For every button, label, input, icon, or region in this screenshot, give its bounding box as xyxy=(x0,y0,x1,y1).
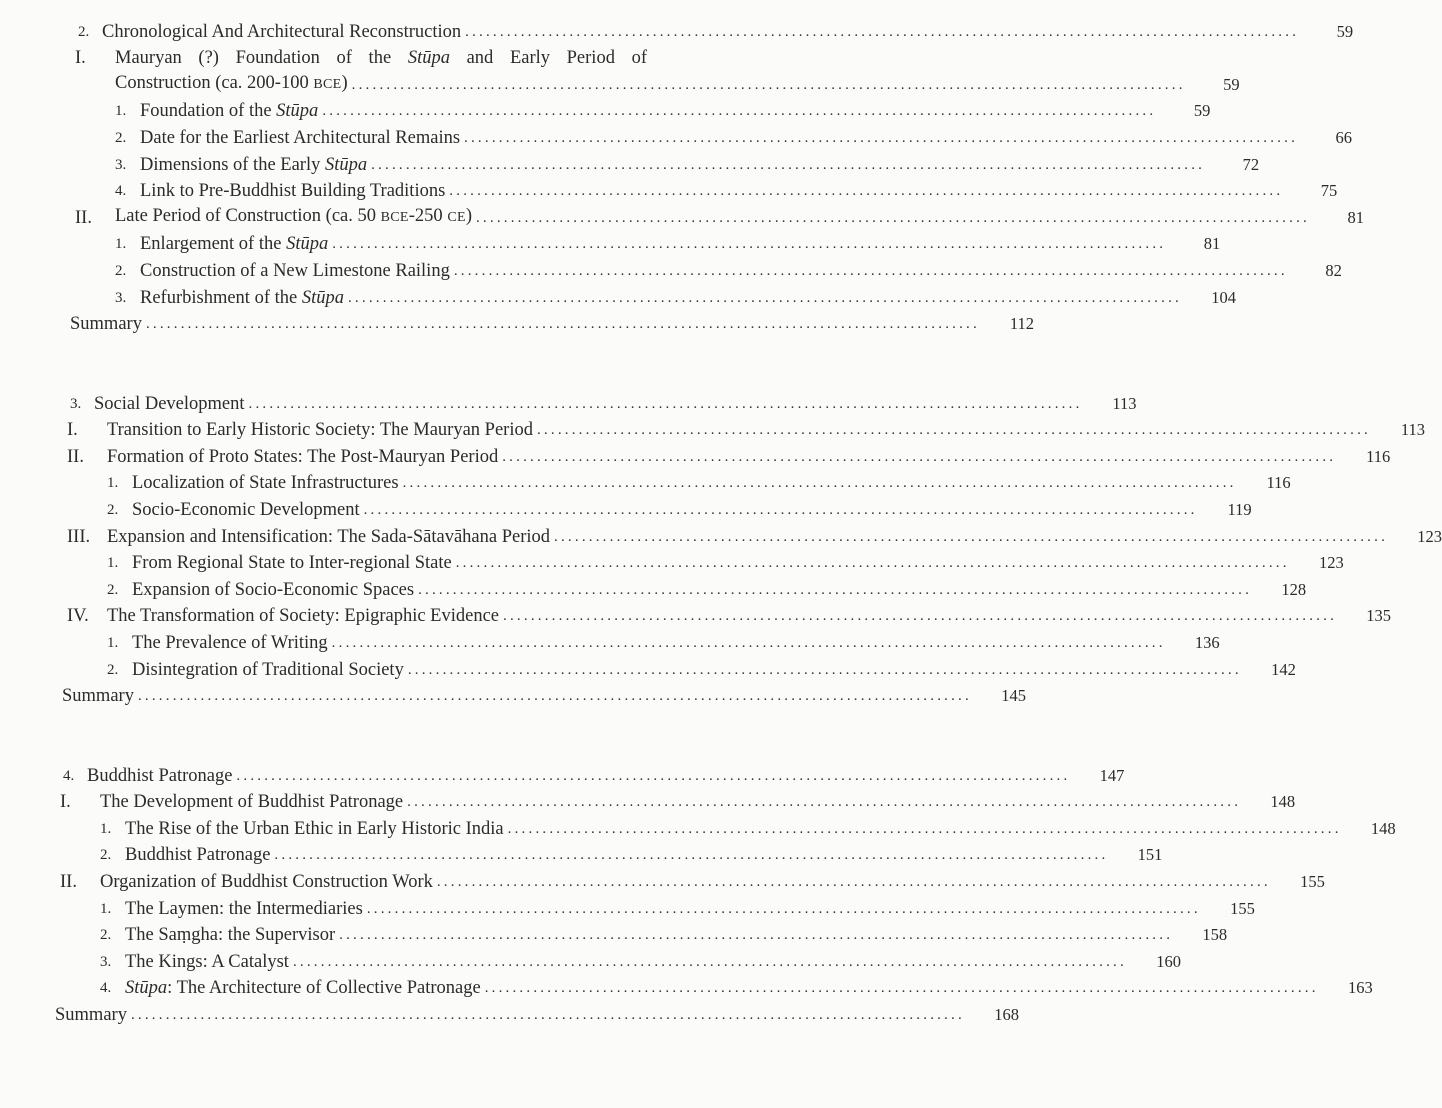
page-number: 158 xyxy=(1202,925,1228,945)
dot-leader: ........................................................................................................................ xyxy=(418,581,1253,598)
dot-leader: ........................................................................................................................ xyxy=(248,395,1083,412)
toc-entry[interactable] xyxy=(70,654,1296,681)
page-number: 59 xyxy=(1336,21,1354,41)
page-number: 151 xyxy=(1137,845,1163,865)
entry-title: The Saṃgha: the Supervisor xyxy=(125,925,336,946)
entry-title: Chronological And Architectural Reconstruction xyxy=(102,21,462,42)
toc-entry[interactable] xyxy=(78,176,1338,203)
dot-leader: ........................................................................................................................ xyxy=(436,873,1271,890)
dot-leader: ........................................................................................................................ xyxy=(455,555,1290,572)
page-number: 123 xyxy=(1318,553,1344,573)
toc-entry[interactable] xyxy=(63,840,1163,867)
entry-number: 3. xyxy=(115,289,127,306)
page-number: 81 xyxy=(1203,234,1221,254)
toc-entry[interactable] xyxy=(78,229,1221,256)
dot-leader: ........................................................................................................................ xyxy=(484,980,1319,997)
entry-number: IV. xyxy=(67,606,89,627)
dot-leader: ........................................................................................................................ xyxy=(137,688,972,705)
dot-leader: ........................................................................................................................ xyxy=(130,1006,965,1023)
page-number: 160 xyxy=(1156,951,1181,971)
dot-leader: ........................................................................................................................ xyxy=(363,501,1198,518)
toc-entry[interactable] xyxy=(67,415,1425,442)
toc-entry[interactable] xyxy=(63,760,1125,787)
entry-number: III. xyxy=(67,526,91,547)
entry-title: The Transformation of Society: Epigraphic Evidence xyxy=(107,606,500,627)
toc-entry[interactable] xyxy=(63,813,1396,840)
dot-leader: ........................................................................................................................ xyxy=(449,183,1284,200)
entry-title: Summary xyxy=(62,686,134,707)
entry-number: 1. xyxy=(107,555,119,572)
dot-leader: ........................................................................................................................ xyxy=(475,209,1310,226)
entry-number: 1. xyxy=(107,475,119,492)
dot-leader: ........................................................................................................................ xyxy=(536,422,1371,439)
page-number: 116 xyxy=(1266,473,1291,493)
entry-title: Buddhist Patronage xyxy=(125,845,271,866)
page-number: 104 xyxy=(1211,287,1236,307)
toc-summary-entry[interactable] xyxy=(62,681,1026,708)
toc-entry[interactable] xyxy=(78,96,1211,123)
entry-number: 1. xyxy=(115,236,127,253)
toc-entry[interactable] xyxy=(63,973,1373,1000)
entry-title: Construction of a New Limestone Railing xyxy=(140,260,450,281)
entry-number: 4. xyxy=(115,183,127,200)
entry-title: Transition to Early Historic Society: The Mauryan Period xyxy=(107,420,533,441)
toc-entry[interactable] xyxy=(75,43,695,70)
page-number: 75 xyxy=(1320,181,1338,201)
entry-number: 1. xyxy=(100,820,112,837)
dot-leader: ........................................................................................................................ xyxy=(507,820,1342,837)
entry-title: Summary xyxy=(55,1004,127,1025)
entry-title: The Rise of the Urban Ethic in Early Historic India xyxy=(125,818,504,839)
entry-title: Stūpa: The Architecture of Collective Patronage xyxy=(125,978,481,999)
dot-leader: ........................................................................................................................ xyxy=(292,953,1127,970)
toc-entry[interactable] xyxy=(60,787,1296,814)
page-number: 148 xyxy=(1270,792,1296,812)
toc-section-chapter-2 xyxy=(70,16,1364,335)
toc-entry[interactable] xyxy=(78,149,1260,176)
entry-number: II. xyxy=(60,871,77,892)
dot-leader: ........................................................................................................................ xyxy=(339,927,1174,944)
page-number: 136 xyxy=(1194,632,1220,652)
dot-leader: ........................................................................................................................ xyxy=(322,103,1157,120)
entry-title: Late Period of Construction (ca. 50 BCE-250 CE) xyxy=(115,205,472,226)
entry-number: I. xyxy=(75,48,86,69)
toc-entry[interactable] xyxy=(67,601,1392,628)
entry-number: 2. xyxy=(107,661,119,678)
dot-leader: ........................................................................................................................ xyxy=(402,475,1237,492)
dot-leader: ........................................................................................................................ xyxy=(464,129,1299,146)
dot-leader: ........................................................................................................................ xyxy=(331,634,1166,651)
entry-title: Disintegration of Traditional Society xyxy=(132,659,404,680)
dot-leader: ........................................................................................................................ xyxy=(503,608,1338,625)
dot-leader: ........................................................................................................................ xyxy=(274,847,1109,864)
entry-number: 4. xyxy=(63,767,75,784)
page-number: 148 xyxy=(1370,818,1396,838)
entry-number: 2. xyxy=(115,262,127,279)
page-number: 113 xyxy=(1112,393,1137,413)
dot-leader: ........................................................................................................................ xyxy=(347,289,1182,306)
page-number: 128 xyxy=(1281,579,1307,599)
page-number: 163 xyxy=(1347,978,1373,998)
entry-title: The Prevalence of Writing xyxy=(132,632,328,653)
page-number: 119 xyxy=(1227,499,1252,519)
page-number: 155 xyxy=(1230,898,1255,918)
dot-leader: ........................................................................................................................ xyxy=(145,316,980,333)
entry-title: The Kings: A Catalyst xyxy=(125,951,289,972)
entry-title: Construction (ca. 200-100 BCE) xyxy=(115,72,348,93)
entry-title: Organization of Buddhist Construction Work xyxy=(100,871,433,892)
entry-number: 2. xyxy=(100,927,112,944)
page-number: 123 xyxy=(1417,526,1442,546)
page-number: 145 xyxy=(1001,686,1026,706)
dot-leader: ........................................................................................................................ xyxy=(332,236,1167,253)
entry-number: 2. xyxy=(78,23,90,40)
toc-summary-entry[interactable] xyxy=(55,999,1019,1026)
entry-number: 3. xyxy=(70,395,82,412)
toc-entry[interactable] xyxy=(78,69,1240,96)
entry-number: II. xyxy=(67,446,84,467)
entry-title: Localization of State Infrastructures xyxy=(132,473,399,494)
page-number: 113 xyxy=(1400,420,1425,440)
entry-title: Formation of Proto States: The Post-Mauryan Period xyxy=(107,446,499,467)
entry-title: Social Development xyxy=(94,393,245,414)
toc-entry[interactable] xyxy=(78,255,1342,282)
entry-number: II. xyxy=(75,207,92,228)
toc-entry[interactable] xyxy=(67,521,1442,548)
page-number: 116 xyxy=(1366,446,1391,466)
dot-leader: ........................................................................................................................ xyxy=(236,767,1071,784)
dot-leader: ........................................................................................................................ xyxy=(351,76,1186,93)
page-number: 81 xyxy=(1347,207,1364,227)
entry-number: 1. xyxy=(100,900,112,917)
dot-leader: ........................................................................................................................ xyxy=(502,448,1337,465)
entry-title: Summary xyxy=(70,314,142,335)
entry-title: Enlargement of the Stūpa xyxy=(140,234,329,255)
toc-entry[interactable] xyxy=(78,122,1353,149)
toc-entry[interactable] xyxy=(75,202,1364,229)
dot-leader: ........................................................................................................................ xyxy=(453,262,1288,279)
toc-entry[interactable] xyxy=(60,866,1325,893)
toc-section-chapter-3 xyxy=(62,388,1442,707)
toc-entry[interactable] xyxy=(63,893,1255,920)
page-number: 82 xyxy=(1325,260,1342,280)
entry-number: 2. xyxy=(115,129,127,146)
entry-title: Expansion of Socio-Economic Spaces xyxy=(132,579,415,600)
entry-title: Socio-Economic Development xyxy=(132,499,360,520)
toc-entry[interactable] xyxy=(70,574,1307,601)
dot-leader: ........................................................................................................................ xyxy=(554,528,1389,545)
entry-number: 2. xyxy=(100,847,112,864)
entry-title: Mauryan (?) Foundation of the Stūpa and Early Period of xyxy=(115,48,647,69)
entry-title: Expansion and Intensification: The Sada-Sātavāhana Period xyxy=(107,526,551,547)
entry-title: Dimensions of the Early Stūpa xyxy=(140,154,368,175)
dot-leader: ........................................................................................................................ xyxy=(407,661,1242,678)
toc-section-chapter-4 xyxy=(55,760,1396,1026)
entry-title: Refurbishment of the Stūpa xyxy=(140,287,344,308)
dot-leader: ........................................................................................................................ xyxy=(407,794,1242,811)
entry-number: 1. xyxy=(115,103,127,120)
entry-title: Date for the Earliest Architectural Remains xyxy=(140,127,461,148)
entry-title: Buddhist Patronage xyxy=(87,765,233,786)
entry-number: 4. xyxy=(100,980,112,997)
toc-entry[interactable] xyxy=(70,494,1252,521)
page-number: 147 xyxy=(1099,765,1125,785)
entry-number: 2. xyxy=(107,501,119,518)
page-number: 135 xyxy=(1366,606,1392,626)
toc-entry[interactable] xyxy=(67,441,1391,468)
toc-entry[interactable] xyxy=(70,388,1137,415)
page-number: 142 xyxy=(1271,659,1296,679)
toc-entry[interactable] xyxy=(78,282,1236,309)
page-number: 72 xyxy=(1242,154,1260,174)
toc-entry[interactable] xyxy=(70,548,1344,575)
entry-number: 3. xyxy=(115,156,127,173)
page-number: 59 xyxy=(1193,101,1211,121)
page-number: 66 xyxy=(1335,127,1353,147)
dot-leader: ........................................................................................................................ xyxy=(465,23,1300,40)
page-number: 155 xyxy=(1300,871,1325,891)
toc-entry[interactable] xyxy=(78,16,1354,43)
dot-leader: ........................................................................................................................ xyxy=(371,156,1206,173)
entry-title: From Regional State to Inter-regional State xyxy=(132,553,452,574)
toc-entry[interactable] xyxy=(63,946,1181,973)
entry-title: Foundation of the Stūpa xyxy=(140,101,319,122)
toc-entry[interactable] xyxy=(63,920,1228,947)
entry-number: 3. xyxy=(100,953,112,970)
entry-title: Link to Pre-Buddhist Building Traditions xyxy=(140,181,446,202)
entry-number: 2. xyxy=(107,581,119,598)
entry-number: I. xyxy=(60,792,71,813)
page-number: 59 xyxy=(1223,74,1240,94)
toc-entry[interactable] xyxy=(70,468,1291,495)
entry-title: The Development of Buddhist Patronage xyxy=(100,792,404,813)
page-number: 112 xyxy=(1009,314,1034,334)
toc-summary-entry[interactable] xyxy=(70,309,1034,336)
toc-entry[interactable] xyxy=(70,627,1220,654)
entry-title: The Laymen: the Intermediaries xyxy=(125,898,363,919)
dot-leader: ........................................................................................................................ xyxy=(366,900,1201,917)
entry-number: 1. xyxy=(107,634,119,651)
page-number: 168 xyxy=(994,1004,1019,1024)
entry-number: I. xyxy=(67,420,78,441)
